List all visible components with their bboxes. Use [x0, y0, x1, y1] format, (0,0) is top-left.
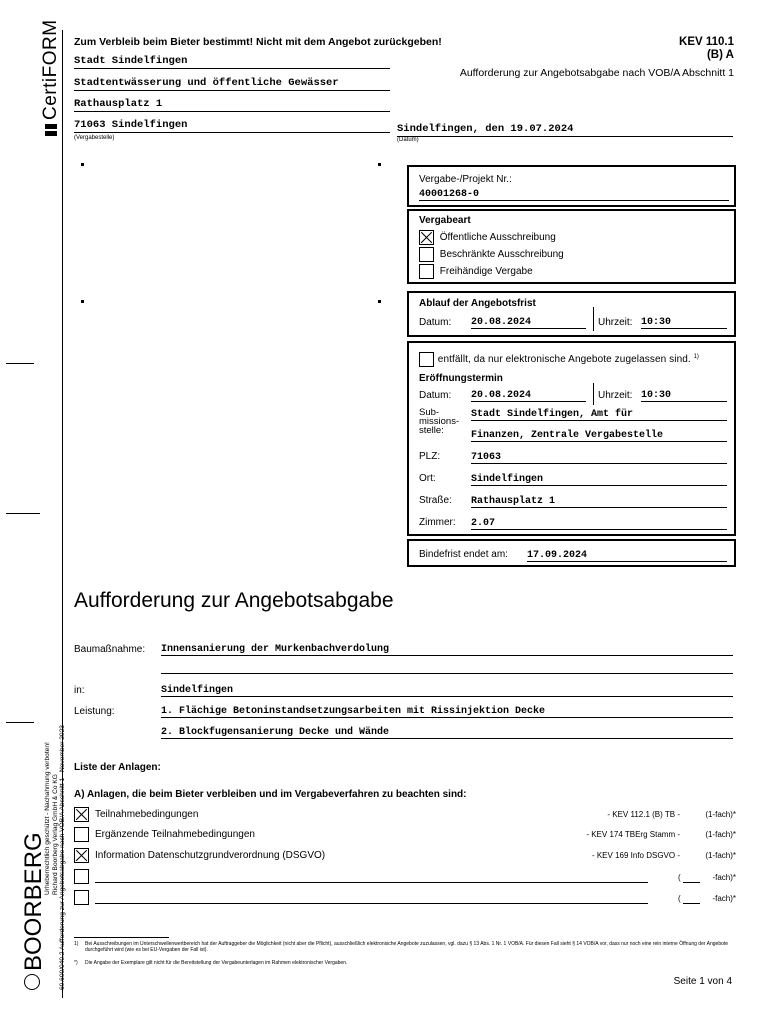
footnote-text: Bei Ausschreibungen im Unterschwellenwertbereich hat der Auftraggeber die Möglichkeit (nicht aber die Pflicht), ausschließlich elektronische Angebote zuzulassen, vgl. dazu § 13 Abs. 1 Nr. 1 VOB/A. Für diesen Fall sieht § 14 VOB/A vor, dass nur noch eine rein interne Öffnung der Angebote durchgeführt wird (wie es bei EU-Vergaben der Fall ist).: [85, 941, 729, 953]
submissionsstelle-label: [419, 408, 459, 435]
label-part: Sub-: [419, 407, 440, 418]
form-variant: (B) A: [706, 49, 734, 61]
footnote-2: [74, 960, 736, 966]
frist-datum: 20.08.2024: [471, 317, 586, 329]
entfaellt-option[interactable]: [419, 352, 699, 367]
eroeffnung-datum: 20.08.2024: [471, 390, 586, 402]
copyright-line: 60.600/040.2 Aufforderung zur Angebotsabgabe nach VOB/A Abschnitt 1 - November 2023 -: [59, 721, 66, 990]
anlage-label: Ergänzende Teilnahmebedingungen: [95, 829, 255, 840]
option-label: Öffentliche Ausschreibung: [439, 232, 556, 244]
in-value: Sindelfingen: [161, 685, 733, 697]
checkbox[interactable]: [74, 869, 89, 884]
checkbox[interactable]: [74, 890, 89, 905]
datum-value: Sindelfingen, den 19.07.2024: [397, 123, 733, 137]
zimmer-label: Zimmer:: [419, 517, 456, 528]
fach-open: (: [678, 894, 681, 903]
submissionsstelle-line1: Stadt Sindelfingen, Amt für: [471, 409, 727, 421]
vergabestelle-line: Stadtentwässerung und öffentliche Gewässer: [74, 77, 390, 91]
retain-notice: Zum Verbleib beim Bieter bestimmt! Nicht mit dem Angebot zurückgeben!: [74, 36, 442, 48]
anlage-fach: (1-fach)*: [705, 810, 736, 819]
frist-divider: [593, 307, 594, 331]
anlage-row[interactable]: [74, 827, 736, 843]
vergabeart-option-oeffentlich[interactable]: [419, 230, 556, 245]
zimmer-value: 2.07: [471, 518, 727, 530]
anlage-blank-row[interactable]: [74, 890, 736, 906]
checkbox-checked[interactable]: [74, 848, 89, 863]
footnote-mark: 1): [74, 941, 79, 947]
option-label: Beschränkte Ausschreibung: [439, 249, 564, 261]
window-mark: [378, 300, 381, 303]
entfaellt-label: entfällt, da nur elektronische Angebote zugelassen sind.: [437, 354, 691, 366]
checkbox[interactable]: [419, 264, 434, 279]
anlagen-section-a: A) Anlagen, die beim Bieter verbleiben und im Vergabeverfahren zu beachten sind:: [74, 789, 467, 800]
fach-suffix: -fach)*: [712, 894, 736, 903]
page-number: Seite 1 von 4: [673, 976, 732, 987]
baumassnahme-blank-line: [161, 673, 733, 674]
ort-label: Ort:: [419, 473, 436, 484]
bindefrist-label: Bindefrist endet am:: [419, 549, 508, 560]
vergabeart-option-beschraenkt[interactable]: [419, 247, 564, 262]
anlage-code: - KEV 169 Info DSGVO -: [591, 851, 680, 860]
anlage-code: - KEV 112.1 (B) TB -: [607, 810, 680, 819]
fach-blank[interactable]: [683, 882, 700, 883]
fach-blank[interactable]: [683, 903, 700, 904]
fach-open: (: [678, 873, 681, 882]
projekt-number: 40001268-0: [419, 189, 729, 201]
frist-uhrzeit: 10:30: [641, 317, 727, 329]
frist-datum-label: Datum:: [419, 317, 452, 328]
baumassnahme-label: Baumaßnahme:: [74, 644, 146, 655]
projekt-box: [407, 165, 736, 207]
strasse-value: Rathausplatz 1: [471, 496, 727, 508]
window-mark: [378, 163, 381, 166]
vergabestelle-line: Stadt Sindelfingen: [74, 55, 390, 69]
label-part: stelle:: [419, 425, 444, 436]
footnote-text: Die Angabe der Exemplare gilt nicht für die Bereitstellung der Vergabeunterlagen im Rahmen elektronischer Vergaben.: [85, 960, 348, 966]
leistung-value-2: 2. Blockfugensanierung Decke und Wände: [161, 727, 733, 739]
option-label: Freihändige Vergabe: [439, 266, 533, 278]
anlage-blank-row[interactable]: [74, 869, 736, 885]
anlage-row[interactable]: [74, 848, 736, 864]
eroeffnung-title: Eröffnungstermin: [419, 373, 503, 384]
plz-value: 71063: [471, 452, 727, 464]
footnote-1: [74, 941, 736, 953]
certiform-text: CertiFORM: [40, 19, 61, 120]
projekt-label: Vergabe-/Projekt Nr.:: [419, 174, 512, 185]
submissionsstelle-line2: Finanzen, Zentrale Vergabestelle: [471, 430, 727, 442]
anlage-label: Teilnahmebedingungen: [95, 809, 199, 820]
strasse-label: Straße:: [419, 495, 452, 506]
margin-mark: [6, 513, 40, 514]
margin-mark: [6, 363, 34, 364]
eroeffnung-datum-label: Datum:: [419, 390, 452, 401]
eroeffnung-box: [407, 341, 736, 536]
boorberg-text: BOORBERG: [20, 832, 47, 971]
vergabeart-title: Vergabeart: [419, 215, 471, 226]
copyright-notice: [44, 630, 67, 990]
margin-mark: [6, 722, 34, 723]
ort-value: Sindelfingen: [471, 474, 727, 486]
vergabeart-box: [407, 209, 736, 284]
checkbox-checked[interactable]: [74, 807, 89, 822]
vergabestelle-line: Rathausplatz 1: [74, 98, 390, 112]
angebotsfrist-title: Ablauf der Angebotsfrist: [419, 298, 536, 309]
anlage-row[interactable]: [74, 807, 736, 823]
datum-caption: (Datum): [397, 137, 419, 143]
blank-entry-line[interactable]: [95, 903, 648, 904]
checkbox-checked[interactable]: [419, 230, 434, 245]
form-code: KEV 110.1: [679, 36, 734, 48]
in-label: in:: [74, 685, 85, 696]
vergabeart-option-freihaendig[interactable]: [419, 264, 533, 279]
angebotsfrist-box: [407, 291, 736, 337]
certiform-logo: [40, 19, 62, 136]
copyright-line: Richard Boorberg Verlag GmbH & Co KG: [51, 774, 59, 895]
page-title: Aufforderung zur Angebotsabgabe: [74, 589, 394, 612]
footnote-ref: 1): [693, 353, 699, 360]
plz-label: PLZ:: [419, 451, 441, 462]
bindefrist-value: 17.09.2024: [527, 550, 727, 562]
vergabestelle-caption: (Vergabestelle): [74, 135, 115, 141]
window-mark: [81, 163, 84, 166]
certiform-grid-icon: [45, 124, 57, 136]
footnote-rule: [74, 937, 169, 938]
checkbox[interactable]: [419, 352, 434, 367]
eroeffnung-divider: [593, 383, 594, 405]
label-part: missions-: [419, 416, 460, 427]
anlage-code: - KEV 174 TBErg Stamm -: [586, 830, 680, 839]
window-mark: [81, 300, 84, 303]
footnote-mark: *): [74, 960, 78, 966]
checkbox[interactable]: [419, 247, 434, 262]
anlage-label: Information Datenschutzgrundverordnung (DSGVO): [95, 850, 326, 861]
anlagen-title: Liste der Anlagen:: [74, 762, 161, 773]
frist-uhrzeit-label: Uhrzeit:: [598, 317, 633, 328]
anlage-fach: (1-fach)*: [705, 830, 736, 839]
leistung-value-1: 1. Flächige Betoninstandsetzungsarbeiten mit Rissinjektion Decke: [161, 706, 733, 718]
copyright-line: Urheberrechtlich geschützt - Nachahmung verboten!: [44, 742, 51, 895]
bindefrist-box: [407, 539, 736, 567]
checkbox[interactable]: [74, 827, 89, 842]
fach-suffix: -fach)*: [712, 873, 736, 882]
form-subtitle: Aufforderung zur Angebotsabgabe nach VOB/A Abschnitt 1: [459, 67, 734, 79]
baumassnahme-value: Innensanierung der Murkenbachverdolung: [161, 644, 733, 656]
boorberg-emblem-icon: [24, 974, 40, 990]
blank-entry-line[interactable]: [95, 882, 648, 883]
leistung-label: Leistung:: [74, 706, 115, 717]
eroeffnung-uhrzeit: 10:30: [641, 390, 727, 402]
eroeffnung-uhrzeit-label: Uhrzeit:: [598, 390, 633, 401]
margin-rule: [62, 30, 63, 998]
anlage-fach: (1-fach)*: [705, 851, 736, 860]
vergabestelle-line: 71063 Sindelfingen: [74, 119, 390, 133]
